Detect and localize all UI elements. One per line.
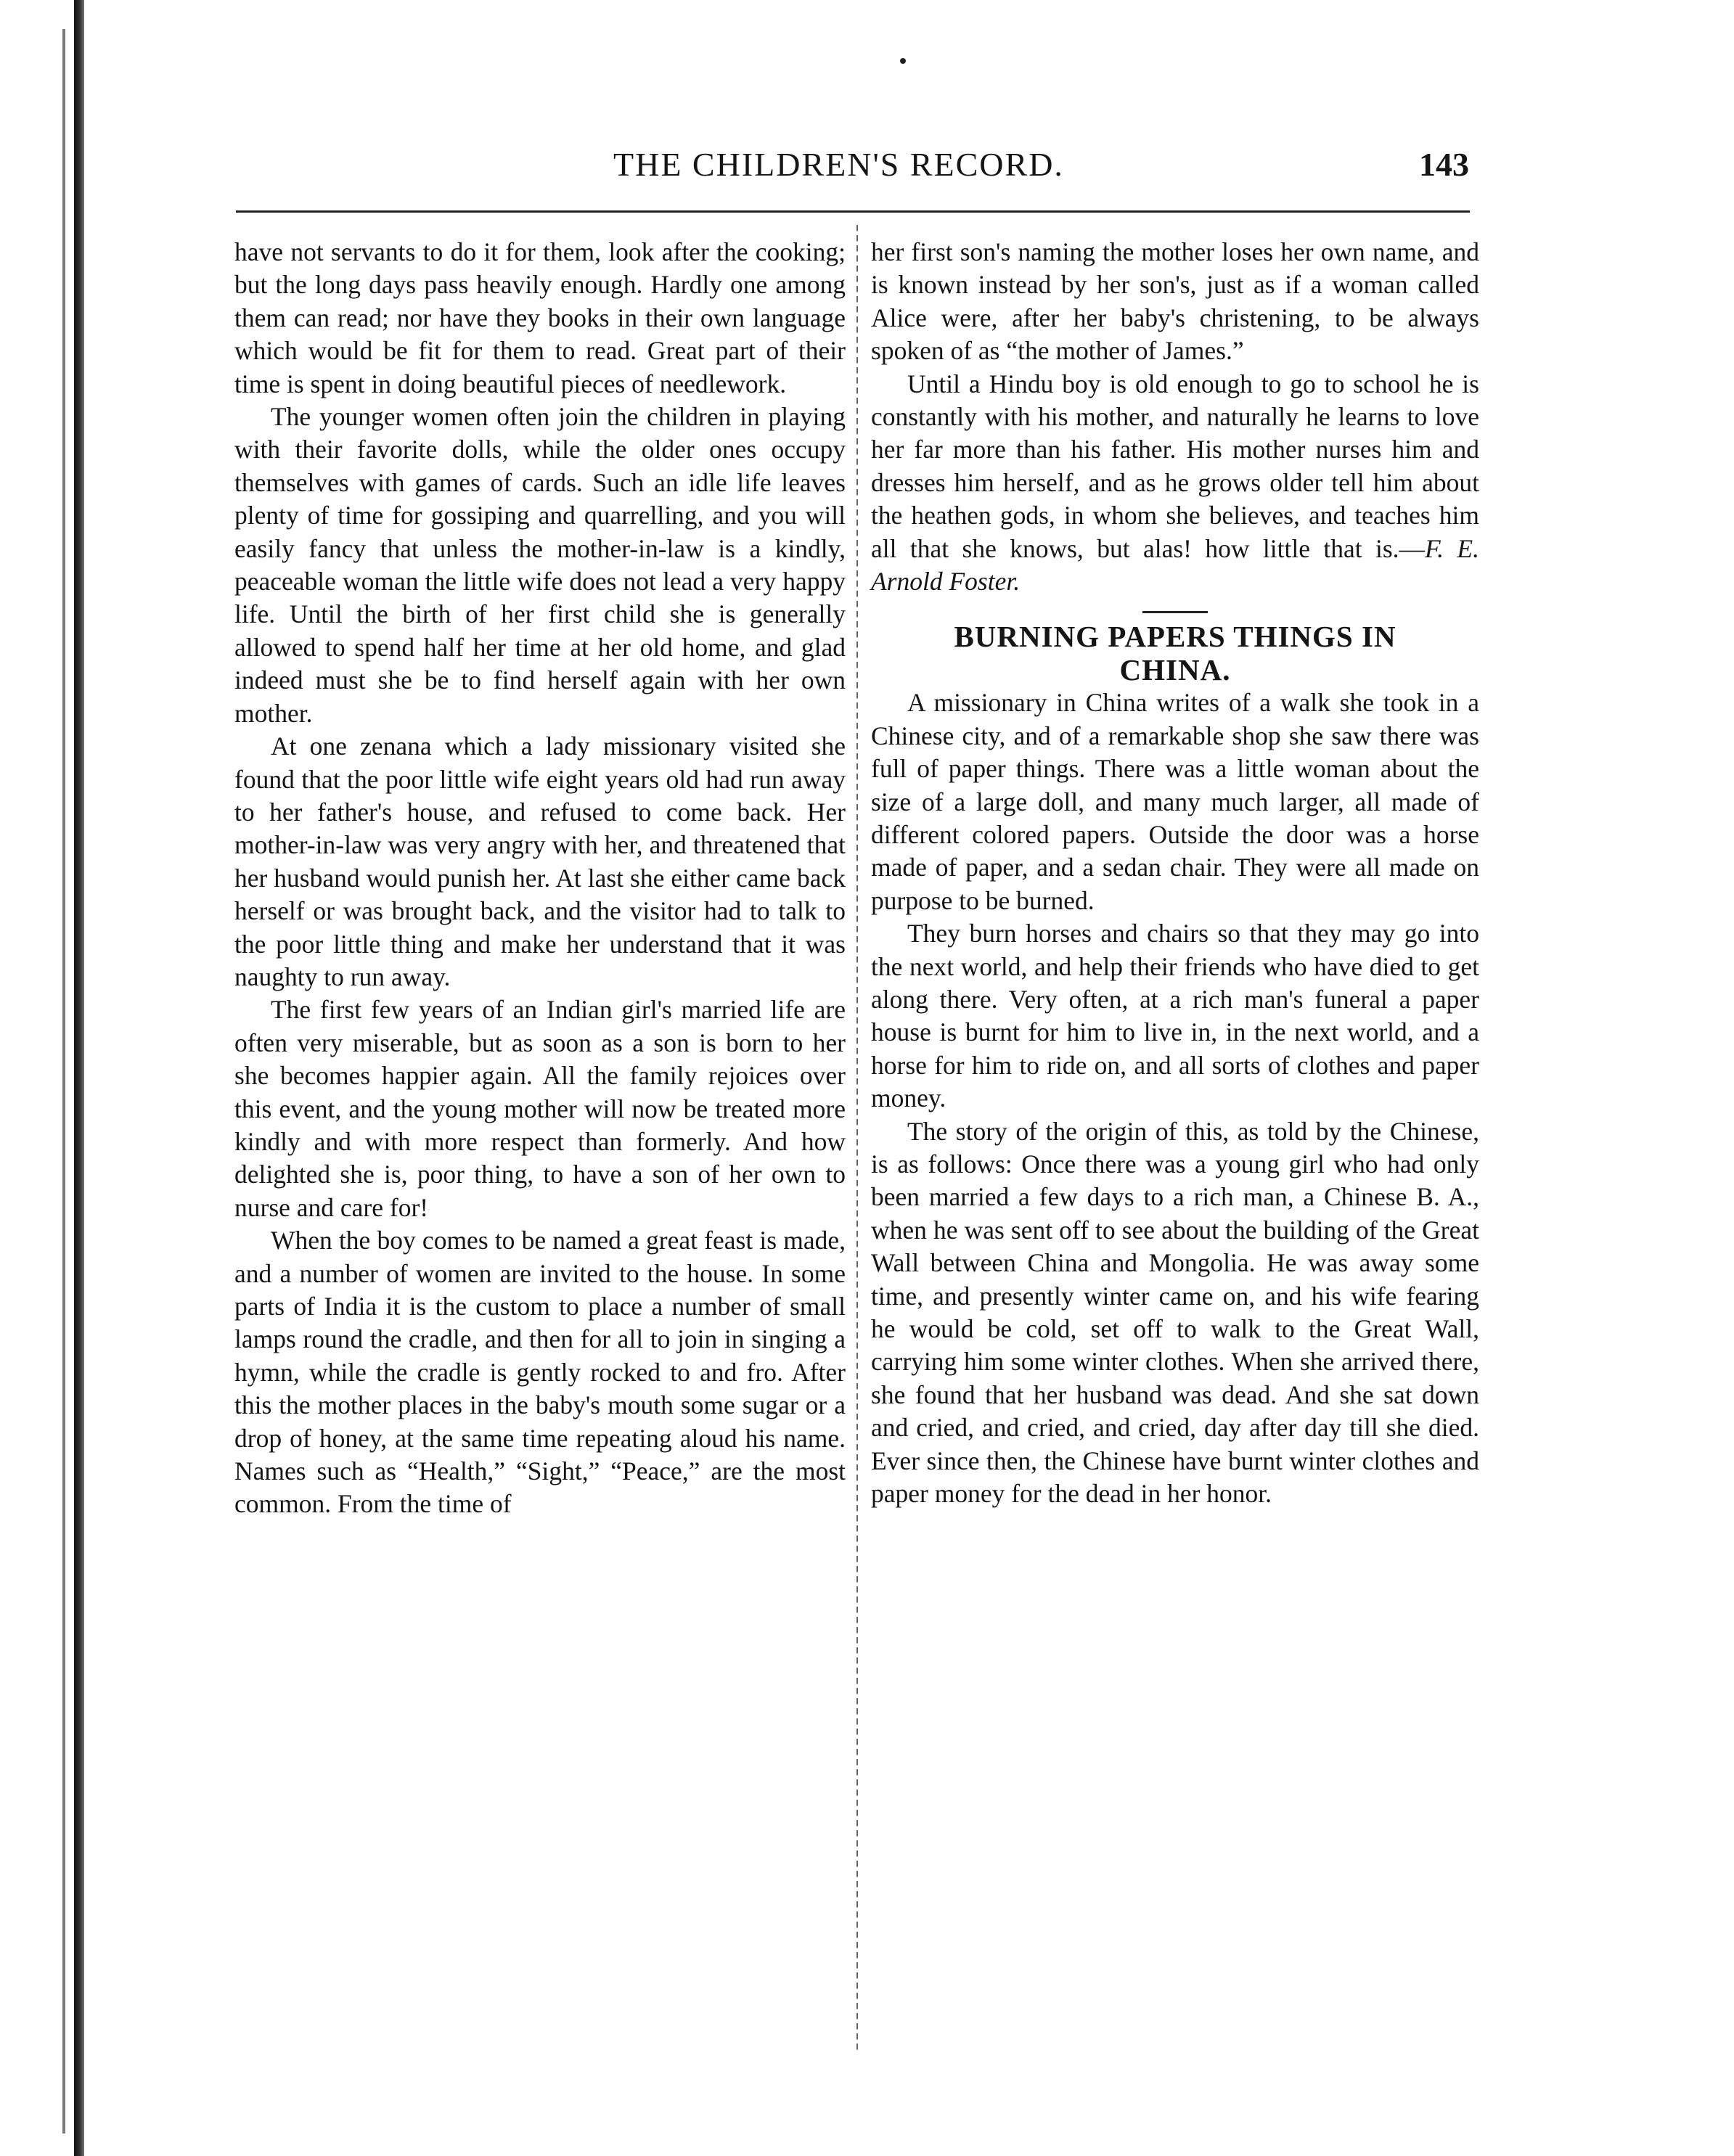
header-rule-left — [236, 210, 875, 213]
paragraph: They burn horses and chairs so that they may go into the next world, and help their friends who have died to get along there. Very often, at a rich man's funeral a paper house is burnt for him to live in, in the next world, and a horse for him to ride on, and all sorts of clothes and paper money. — [871, 919, 1479, 1113]
section-divider — [1142, 611, 1208, 613]
running-head: THE CHILDREN'S RECORD. — [613, 146, 1064, 183]
paragraph: The younger women often join the children in playing with their favorite dolls, while the older ones occupy themselves with games of cards. Such an idle life leaves plenty of time for gossiping and quarrelling, and you will easily fancy that unless the mother-in-law is a kindly, peaceable woman the little wife does not lead a very happy life. Until the birth of her first child she is generally allowed to spend half her time at her old home, and glad indeed must she be to find herself again with her own mother. — [234, 402, 846, 728]
ink-speck — [900, 58, 906, 64]
paragraph: her first son's naming the mother loses her own name, and is known instead by her son's, just as if a woman called Alice were, after her baby's christening, to be always spoken of as “the mother of James.” — [871, 237, 1479, 366]
header-rule-right — [875, 210, 1470, 213]
paragraph: The story of the origin of this, as told by the Chinese, is as follows: Once there was a young girl who had only been married a few days to a rich man, a Chinese B. A., when he was sent off to see about the building of the Great Wall between China and Mongolia. He was away some time, and presently winter came on, and his wife fearing he would be cold, set off to walk to the Great Wall, carrying him some winter clothes. When she arrived there, she found that her husband was dead. And she sat down and cried, and cried, and cried, day after day till she died. Ever since then, the Chinese have burnt winter clothes and paper money for the dead in her honor. — [871, 1116, 1479, 1509]
column-divider — [856, 225, 858, 2054]
paragraph: The first few years of an Indian girl's married life are often very miserable, but as soon as a son is born to her she becomes happier again. All the family rejoices over this event, and the young mother will now be treated more kindly and with more respect than formerly. And how delighted she is, poor thing, to have a son of her own to nurse and care for! — [234, 995, 846, 1222]
section-title-line: CHINA. — [1119, 652, 1231, 686]
left-column — [234, 236, 846, 1521]
section-title — [871, 620, 1479, 686]
section-title-line: BURNING PAPERS THINGS IN — [954, 620, 1396, 654]
paragraph-signed — [871, 368, 1479, 599]
paragraph: have not servants to do it for them, look after the cooking; but the long days pass heavily enough. Hardly one among them can read; nor have they books in their own language which would be fit for them to read. Great part of their time is spent in doing beautiful pieces of needlework. — [234, 237, 846, 398]
binding-shadow — [62, 29, 65, 2134]
paragraph: When the boy comes to be named a great feast is made, and a number of women are invited to the house. In some parts of India it is the custom to place a number of small lamps round the cradle, and then for all to join in singing a hymn, while the cradle is gently rocked to and fro. After this the mother places in the baby's mouth some sugar or a drop of honey, at the same time repeating aloud his name. Names such as “Health,” “Sight,” “Peace,” are the most common. From the time of — [234, 1226, 846, 1519]
paragraph-text: Until a Hindu boy is old enough to go to school he is constantly with his mother, and naturally he learns to love her far more than his father. His mother nurses him and dresses him herself, and as he grows older tell him about the heathen gods, in whom she believes, and teaches him all that she knows, but alas! how little that is.— — [871, 369, 1479, 563]
author-signature: F. E. Arnold Foster. — [871, 533, 1479, 597]
page-number: 143 — [1419, 146, 1469, 183]
paragraph: At one zenana which a lady missionary visited she found that the poor little wife eight years old had run away to her father's house, and refused to come back. Her mother-in-law was very angry with her, and threatened that her husband would punish her. At last she either came back herself or was brought back, and the visitor had to talk to the poor little thing and make her understand that it was naughty to run away. — [234, 731, 846, 991]
paragraph: A missionary in China writes of a walk she took in a Chinese city, and of a remarkable shop she saw there was full of paper things. There was a little woman about the size of a large doll, and many much larger, all made of different colored papers. Outside the door was a horse made of paper, and a sedan chair. They were all made on purpose to be burned. — [871, 688, 1479, 915]
binding-edge — [74, 0, 84, 2156]
right-column — [871, 236, 1479, 1510]
